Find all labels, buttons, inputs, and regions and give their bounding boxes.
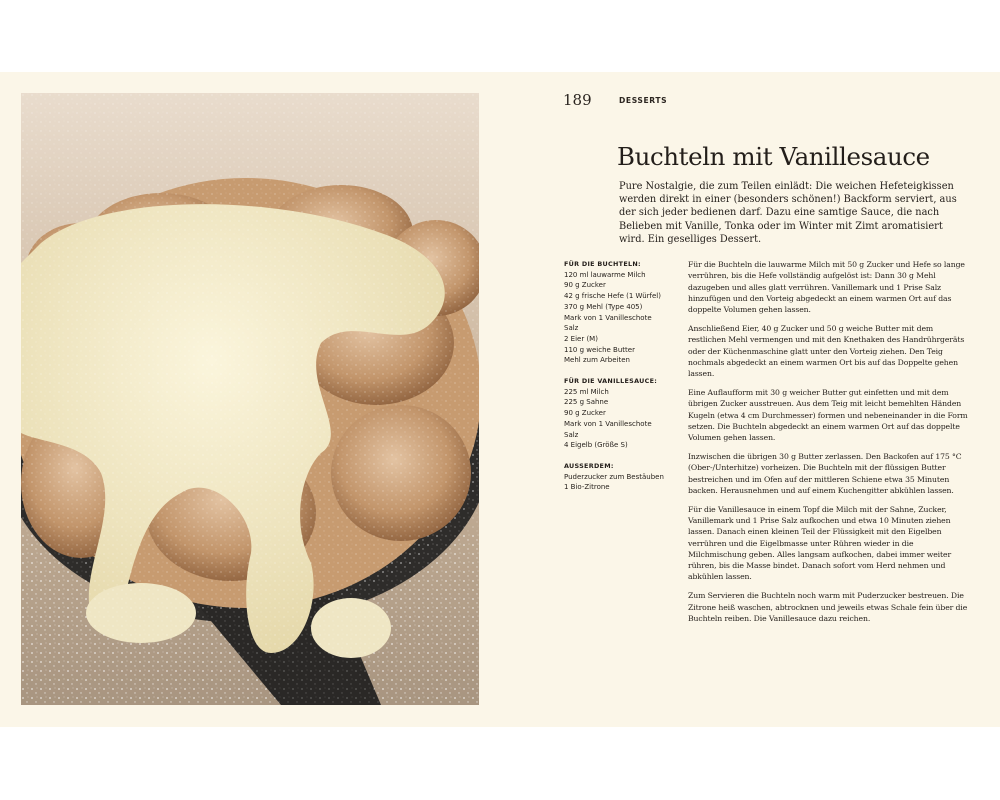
ingredient-item: Mehl zum Arbeiten [564,356,630,365]
ingredient-item: 4 Eigelb (Größe S) [564,441,628,450]
ingredient-item: Salz [564,324,579,333]
section-label: DESSERTS [619,96,668,105]
ingredient-group-buchteln [564,259,676,366]
ingredient-item: Puderzucker zum Bestäuben [564,472,664,481]
ingredient-item: 225 ml Milch [564,387,609,396]
ingredient-item: 110 g weiche Butter [564,345,635,354]
ingredient-group-heading: AUSSERDEM: [564,461,614,470]
ingredient-item: Mark von 1 Vanilleschote [564,419,652,428]
method-step: Inzwischen die übrigen 30 g Butter zerlassen. Den Backofen auf 175 °C (Ober-/Unterhitze) vorheizen. Die Buchteln mit der flüssigen Butter bestreichen und im Ofen auf der mittleren Schiene etwa 35 Minuten backen. Herausnehmen und auf einem Kuchengitter abkühlen lassen. [688,451,962,495]
ingredients-column [564,259,676,503]
page-number: 189 [563,91,592,109]
recipe-photo [21,93,479,705]
ingredient-list [564,472,676,493]
ingredient-list [564,387,676,451]
ingredient-item: 2 Eier (M) [564,334,598,343]
ingredient-list [564,270,676,366]
ingredient-item: 120 ml lauwarme Milch [564,270,646,279]
method-step: Für die Vanillesauce in einem Topf die Milch mit der Sahne, Zucker, Vanillemark und 1 Prise Salz aufkochen und etwa 10 Minuten ziehen lassen. Danach einen kleinen Teil der Flüssigkeit mit den Eigelben verrühren und die Eigelbmasse unter Rühren wieder in die Milchmischung geben. Alles langsam aufkochen, dabei immer weiter rühren, bis die Masse bindet. Danach sofort vom Herd nehmen und abkühlen lassen. [688,504,952,582]
method-column [688,259,970,632]
ingredient-item: 1 Bio-Zitrone [564,483,610,492]
ingredient-item: 370 g Mehl (Type 405) [564,302,643,311]
method-step: Für die Buchteln die lauwarme Milch mit 50 g Zucker und Hefe so lange verrühren, bis die Hefe vollständig aufgelöst ist: Dann 30 g Mehl dazugeben und alles glatt verrühren. Vanillemark und 1 Prise Salz hinzufügen und den Vorteig abgedeckt an einem warmen Ort auf das doppelte Volumen gehen lassen. [688,260,965,315]
ingredient-item: 42 g frische Hefe (1 Würfel) [564,292,661,301]
ingredient-item: Mark von 1 Vanilleschote [564,313,652,322]
ingredient-group-heading: FÜR DIE VANILLESAUCE: [564,377,658,386]
method-step: Eine Auflaufform mit 30 g weicher Butter gut einfetten und mit dem übrigen Zucker ausstreuen. Aus dem Teig mit leicht bemehlten Händen Kugeln (etwa 4 cm Durchmesser) formen und nebeneinander in die Form setzen. Die Buchteln abgedeckt an einem warmen Ort auf das doppelte Volumen gehen lassen. [688,387,968,443]
recipe-intro: Pure Nostalgie, die zum Teilen einlädt: Die weichen Hefeteigkissen werden direkt in einer (besonders schönen!) Backform serviert, aus der sich jeder bedienen darf. Dazu eine samtige Sauce, die nach Belieben mit Vanille, Tonka oder im Winter mit Zimt aromatisiert wird. Ein geselliges Dessert. [619,181,957,245]
ingredient-item: 90 g Zucker [564,409,606,418]
ingredient-item: 225 g Sahne [564,398,609,407]
ingredient-group-heading: FÜR DIE BUCHTELN: [564,260,641,268]
ingredient-group-vanillesauce [564,376,676,451]
ingredient-group-ausserdem [564,461,676,493]
recipe-title: Buchteln mit Vanillesauce [617,142,930,171]
method-step: Zum Servieren die Buchteln noch warm mit Puderzucker bestreuen. Die Zitrone heiß waschen, abtrocknen und jeweils etwas Schale fein über die Buchteln reiben. Die Vanillesauce dazu reichen. [688,591,968,623]
ingredient-item: Salz [564,430,579,439]
ingredient-item: 90 g Zucker [564,281,606,290]
method-step: Anschließend Eier, 40 g Zucker und 50 g weiche Butter mit dem restlichen Mehl vermengen und mit den Knethaken des Handrührgeräts oder der Küchenmaschine glatt unter den Vorteig ziehen. Den Teig nochmals abgedeckt an einem warmen Ort bis auf das Doppelte gehen lassen. [688,323,965,379]
book-spread [0,72,1000,727]
